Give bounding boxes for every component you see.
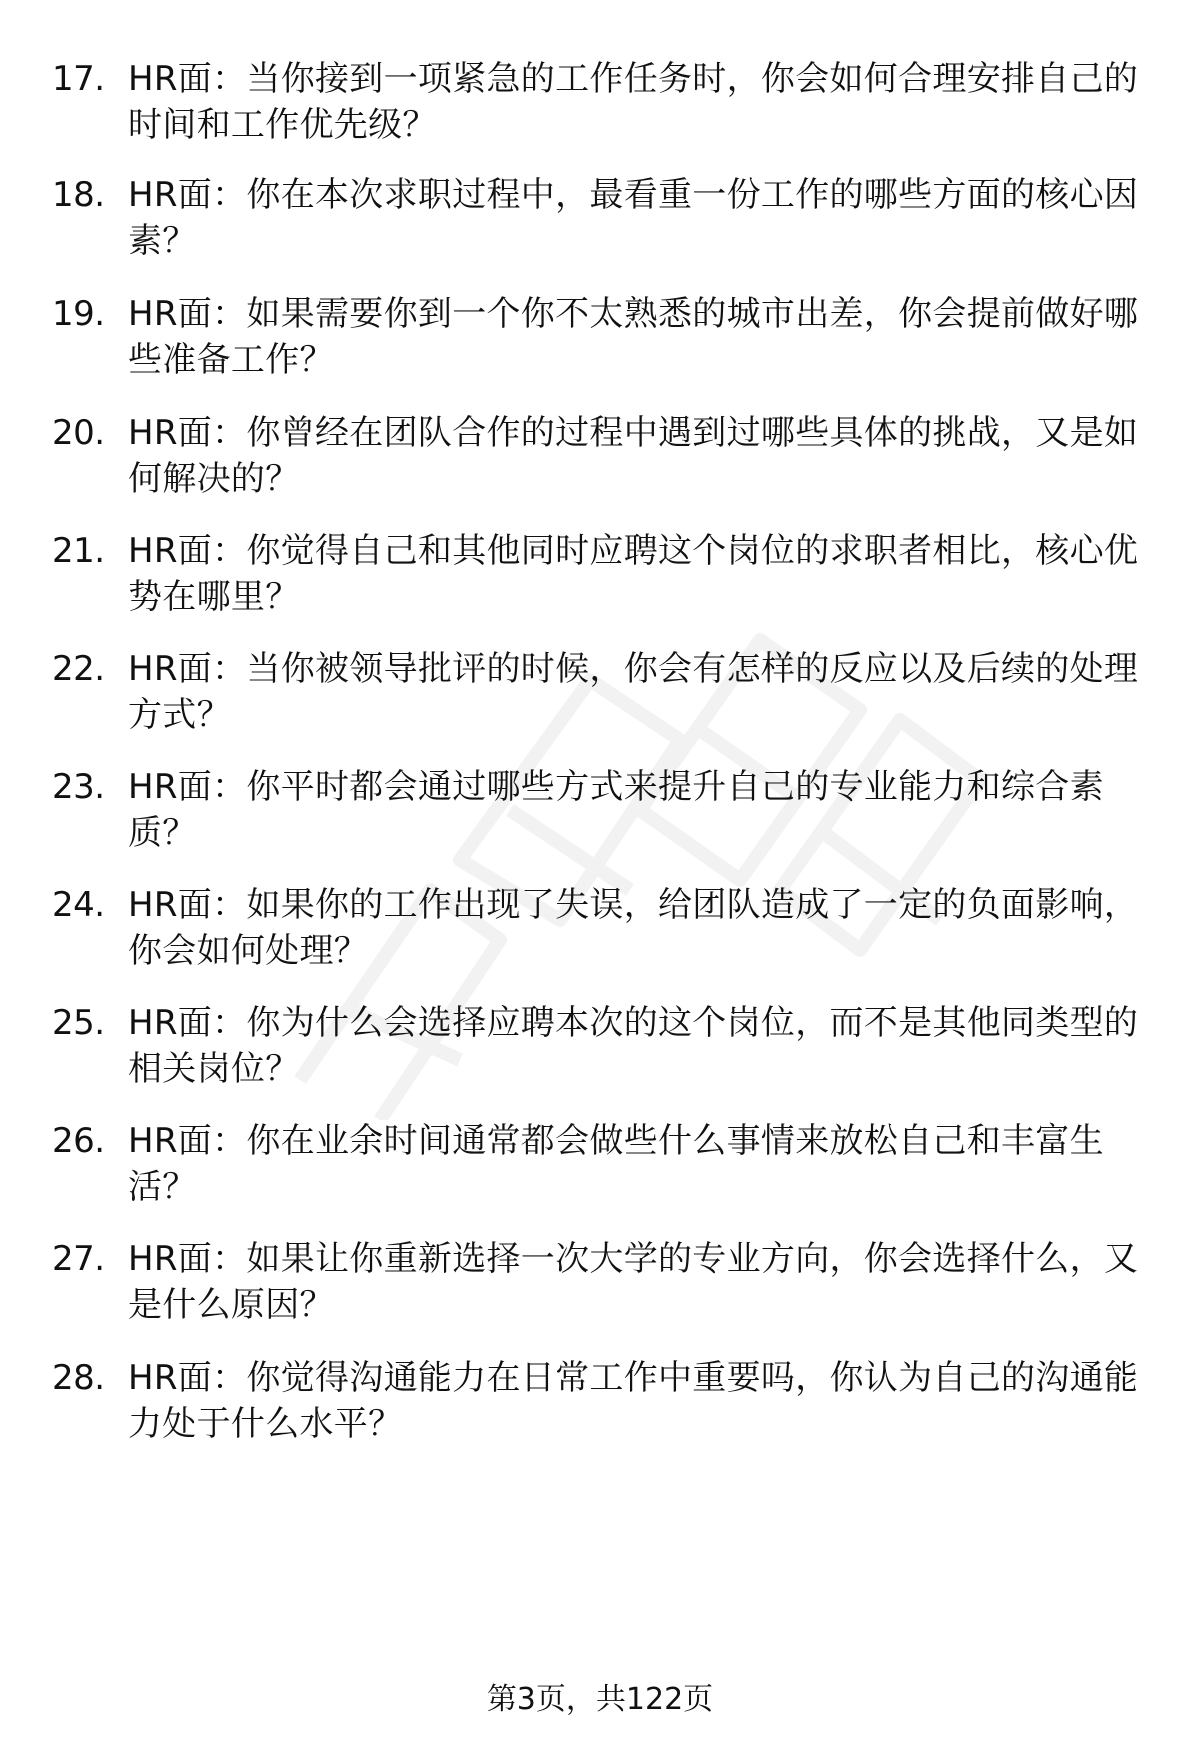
question-number: 28. bbox=[52, 1358, 105, 1398]
question-number: 23. bbox=[52, 767, 105, 807]
question-number: 17. bbox=[52, 59, 105, 99]
question-item bbox=[0, 410, 1200, 520]
question-number: 24. bbox=[52, 885, 105, 925]
question-text: HR面：当你接到一项紧急的工作任务时，你会如何合理安排自己的时间和工作优先级？ bbox=[128, 59, 1139, 145]
question-text: HR面：如果需要你到一个你不太熟悉的城市出差，你会提前做好哪些准备工作？ bbox=[128, 294, 1139, 380]
question-item bbox=[0, 56, 1200, 166]
question-text: HR面：当你被领导批评的时候，你会有怎样的反应以及后续的处理方式？ bbox=[128, 649, 1139, 735]
question-text: HR面：你觉得自己和其他同时应聘这个岗位的求职者相比，核心优势在哪里？ bbox=[128, 531, 1139, 617]
question-text: HR面：你在业余时间通常都会做些什么事情来放松自己和丰富生活？ bbox=[128, 1121, 1104, 1207]
question-number: 26. bbox=[52, 1121, 105, 1161]
question-item bbox=[0, 1118, 1200, 1228]
question-text: HR面：如果让你重新选择一次大学的专业方向，你会选择什么，又是什么原因？ bbox=[128, 1239, 1139, 1325]
question-item bbox=[0, 1236, 1200, 1346]
page-footer: 第3页，共122页 bbox=[486, 1682, 714, 1717]
question-item bbox=[0, 646, 1200, 756]
question-text: HR面：你觉得沟通能力在日常工作中重要吗，你认为自己的沟通能力处于什么水平？ bbox=[128, 1358, 1139, 1444]
question-item bbox=[0, 1355, 1200, 1465]
question-number: 25. bbox=[52, 1003, 105, 1043]
question-item bbox=[0, 1000, 1200, 1110]
question-item bbox=[0, 528, 1200, 638]
question-item bbox=[0, 172, 1200, 282]
question-number: 27. bbox=[52, 1239, 105, 1279]
question-text: HR面：你为什么会选择应聘本次的这个岗位，而不是其他同类型的相关岗位？ bbox=[128, 1003, 1139, 1089]
question-item bbox=[0, 882, 1200, 992]
question-number: 18. bbox=[52, 175, 105, 215]
question-number: 20. bbox=[52, 413, 105, 453]
question-number: 22. bbox=[52, 649, 105, 689]
question-text: HR面：你平时都会通过哪些方式来提升自己的专业能力和综合素质？ bbox=[128, 767, 1104, 853]
question-text: HR面：你曾经在团队合作的过程中遇到过哪些具体的挑战，又是如何解决的？ bbox=[128, 413, 1139, 499]
question-text: HR面：你在本次求职过程中，最看重一份工作的哪些方面的核心因素？ bbox=[128, 175, 1139, 261]
question-number: 21. bbox=[52, 531, 105, 571]
question-text: HR面：如果你的工作出现了失误，给团队造成了一定的负面影响，你会如何处理？ bbox=[128, 885, 1139, 971]
question-item bbox=[0, 764, 1200, 874]
question-number: 19. bbox=[52, 294, 105, 334]
question-item bbox=[0, 291, 1200, 401]
